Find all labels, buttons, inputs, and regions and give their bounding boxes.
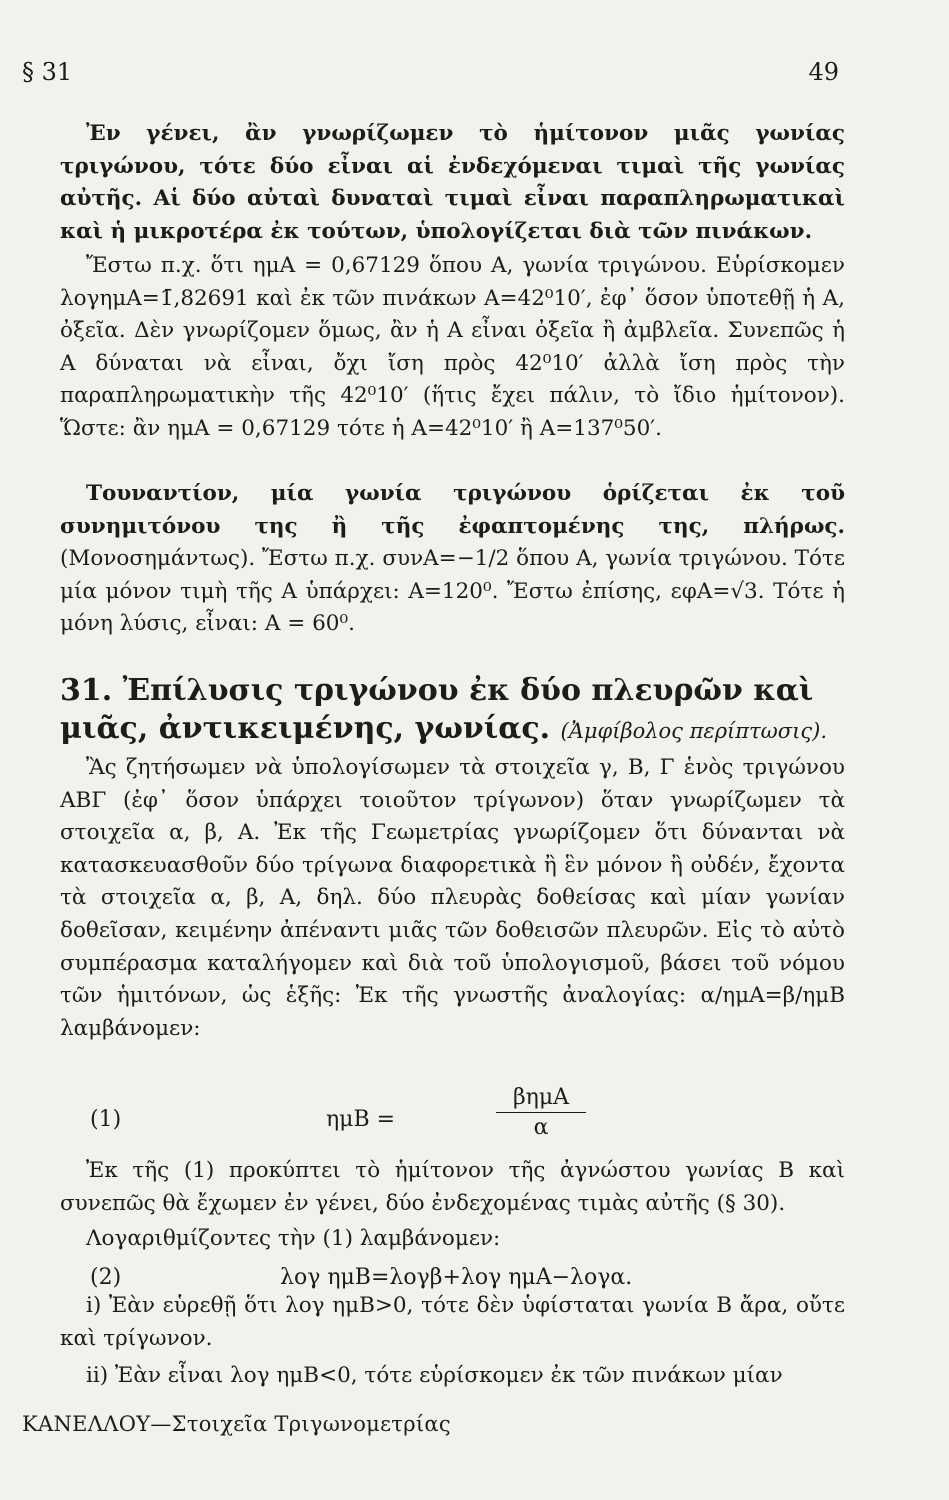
paragraph-case-i: i) Ἐὰν εὑρεθῇ ὅτι λογ ημΒ>0, τότε δὲν ὑφίσταται γωνία Β ἄρα, οὔτε καὶ τρίγωνον. [60,1293,845,1351]
page-number: 49 [808,58,839,86]
section-title: Ἐπίλυσις τριγώνου ἐκ δύο πλευρῶν καὶ μιᾶς, ἀντικειμένης, γωνίας. [60,673,814,746]
paragraph-cosine-tangent [60,478,845,641]
equation-2-number: (2) [90,1265,122,1290]
equation-1-numerator: βημΑ [496,1085,586,1113]
footer-book-title: ΚΑΝΕΛΛΟΥ—Στοιχεῖα Τριγωνομετρίας [22,1412,451,1436]
equation-1-denominator: α [533,1115,549,1140]
paragraph-cosine-tangent-bold: Τουναντίον, μία γωνία τριγώνου ὁρίζεται ἐκ τοῦ συνημιτόνου της ἢ τῆς ἐφαπτομένης της, πλήρως. [60,481,845,539]
paragraph-cosine-tangent-rest: (Μονοσημάντως). Ἔστω π.χ. συνΑ=−1/2 ὅπου Α, γωνία τριγώνου. Τότε μία μόνον τιμὴ τῆς Α ὑπάρχει: Α=120⁰. Ἔστω ἐπίσης, εφΑ=√3. Τότε ἡ μόνη λύσις, εἶναι: Α = 60⁰. [60,546,845,637]
paragraph-problem: Ἂς ζητήσωμεν νὰ ὑπολογίσωμεν τὰ στοιχεῖα γ, Β, Γ ἑνὸς τριγώνου ΑΒΓ (ἐφ᾽ ὅσον ὑπάρχει τοιοῦτον τρίγωνον) ὅταν γνωρίζωμεν τὰ στοιχεῖα α, β, Α. Ἐκ τῆς Γεωμετρίας γνωρίζομεν ὅτι δύνανται νὰ κατασκευασθοῦν δύο τρίγωνα διαφορετικὰ ἢ ἓν μόνον ἢ οὐδέν, ἔχοντα τὰ στοιχεῖα α, β, Α, δηλ. δύο πλευρὰς δοθείσας καὶ μίαν γωνίαν δοθεῖσαν, κειμένην ἀπέναντι μιᾶς τῶν δοθεισῶν πλευρῶν. Εἰς τὸ αὐτὸ συμπέρασμα καταλήγομεν καὶ διὰ τοῦ ὑπολογισμοῦ, βάσει τοῦ νόμου τῶν ἡμιτόνων, ὡς ἑξῆς: Ἐκ τῆς γνωστῆς ἀναλογίας: α/ημΑ=β/ημΒ λαμβάνομεν: [60,755,845,1041]
equation-2-body: λογ ημΒ=λογβ+λογ ημΑ−λογα. [280,1265,633,1290]
paragraph-two-values: Ἐκ τῆς (1) προκύπτει τὸ ἡμίτονον τῆς ἀγνώστου γωνίας Β καὶ συνεπῶς θὰ ἔχωμεν ἐν γένει, δύο ἐνδεχομένας τιμὰς αὐτῆς (§ 30). [60,1158,845,1216]
paragraph-example-sine: Ἔστω π.χ. ὅτι ημΑ = 0,67129 ὅπου Α, γωνία τριγώνου. Εὑρίσκομεν λογημΑ=1̄,82691 καὶ ἐκ τῶν πινάκων Α=42⁰10′, ἐφ᾽ ὅσον ὑποτεθῇ ἡ Α, ὀξεῖα. Δὲν γνωρίζομεν ὅμως, ἂν ἡ Α εἶναι ὀξεῖα ἢ ἀμβλεῖα. Συνεπῶς ἡ Α δύναται νὰ εἶναι, ὄχι ἴση πρὸς 42⁰10′ ἀλλὰ ἴση πρὸς τὴν παραπληρωματικὴν τῆς 42⁰10′ (ἥτις ἔχει πάλιν, τὸ ἴδιο ἡμίτονον). Ὥστε: ἂν ημΑ = 0,67129 τότε ἡ Α=42⁰10′ ἢ Α=137⁰50′. [60,253,845,441]
paragraph-logarithm: Λογαριθμίζοντες τὴν (1) λαμβάνομεν: [86,1226,501,1251]
section-reference: § 31 [22,58,73,86]
section-heading [60,672,850,750]
section-number: 31. [60,673,113,708]
equation-1-lhs: ημΒ = [326,1107,396,1132]
paragraph-intro: Ἐν γένει, ἂν γνωρίζωμεν τὸ ἡμίτονον μιᾶς γωνίας τριγώνου, τότε δύο εἶναι αἱ ἐνδεχόμεναι τιμαὶ τῆς γωνίας αὐτῆς. Αἱ δύο αὐταὶ δυναταὶ τιμαὶ εἶναι παραπληρωματικαὶ καὶ ἡ μικροτέρα ἐκ τούτων, ὑπολογίζεται διὰ τῶν πινάκων. [60,121,845,244]
paragraph-case-ii: ii) Ἐὰν εἶναι λογ ημΒ<0, τότε εὑρίσκομεν ἐκ τῶν πινάκων μίαν [86,1363,783,1388]
equation-1-fraction [496,1085,586,1140]
equation-1-number: (1) [90,1107,122,1132]
section-subtitle: (Ἀμφίβολος περίπτωσις). [560,719,828,743]
equation-1 [90,1085,850,1155]
